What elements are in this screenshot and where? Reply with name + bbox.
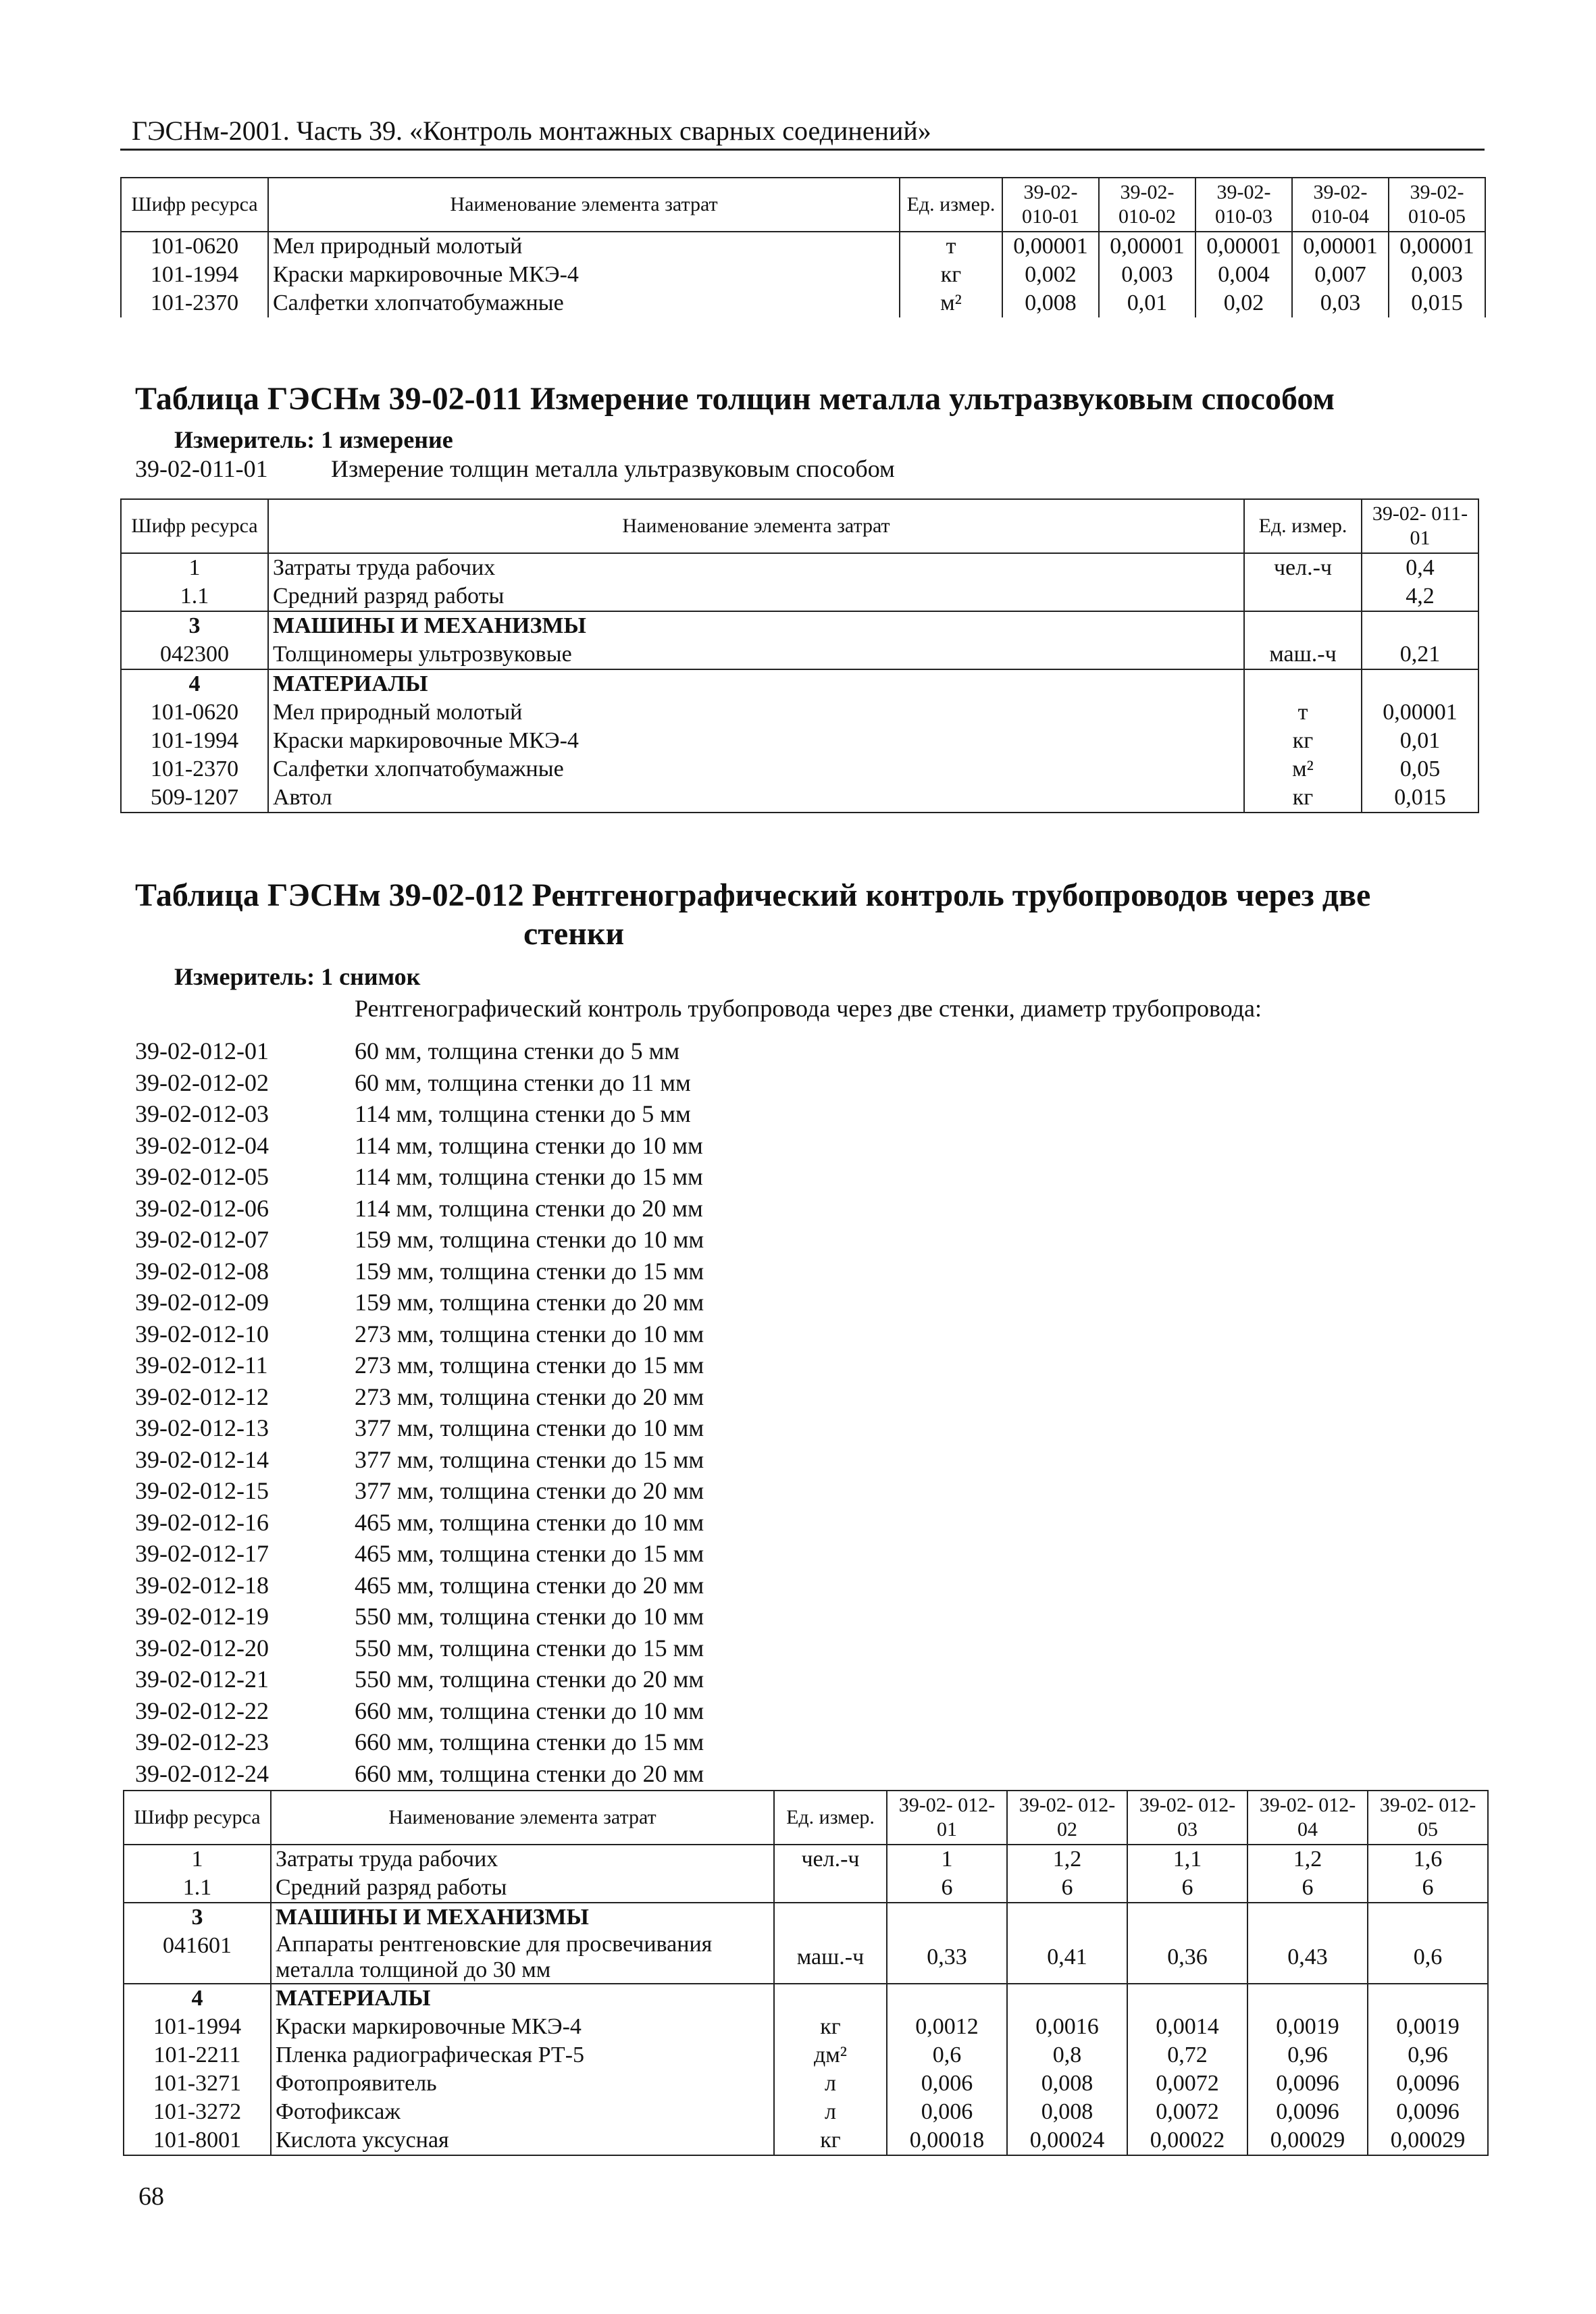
resource-code: 101-2370 bbox=[121, 289, 268, 317]
rate-value: 0,00022 bbox=[1127, 2126, 1247, 2155]
resource-unit: кг bbox=[1244, 783, 1362, 813]
resource-code: 101-0620 bbox=[121, 232, 268, 261]
rate-value: 0,0012 bbox=[887, 2013, 1007, 2041]
item-code: 39-02-012-04 bbox=[135, 1131, 269, 1159]
col-header-unit: Ед. измер. bbox=[900, 178, 1002, 232]
item-description: 159 мм, толщина стенки до 10 мм bbox=[355, 1226, 704, 1253]
item-code: 39-02-012-14 bbox=[135, 1445, 269, 1473]
item-description: 465 мм, толщина стенки до 15 мм bbox=[355, 1540, 704, 1567]
rate-value: 0,0019 bbox=[1368, 2013, 1488, 2041]
table-row bbox=[121, 261, 1485, 289]
resource-name: Кислота уксусная bbox=[271, 2126, 774, 2155]
item-description: 550 мм, толщина стенки до 15 мм bbox=[355, 1634, 704, 1662]
resource-name: Краски маркировочные МКЭ-4 bbox=[271, 2013, 774, 2041]
resource-code: 4 bbox=[121, 669, 268, 698]
resource-name: Пленка радиографическая РТ-5 bbox=[271, 2041, 774, 2069]
rate-value bbox=[887, 1984, 1007, 2013]
resource-code: 101-0620 bbox=[121, 698, 268, 727]
rate-value: 0,8 bbox=[1007, 2041, 1127, 2069]
item-description: 114 мм, толщина стенки до 10 мм bbox=[355, 1131, 703, 1159]
rate-value: 0,003 bbox=[1099, 261, 1195, 289]
rate-value: 0,00029 bbox=[1368, 2126, 1488, 2155]
resource-code: 101-2370 bbox=[121, 755, 268, 783]
resource-name: Салфетки хлопчатобумажные bbox=[268, 289, 900, 317]
resource-code: 3 bbox=[121, 611, 268, 640]
meter-label: Измеритель: 1 снимок bbox=[174, 963, 421, 990]
table-row bbox=[124, 2013, 1488, 2041]
col-header-rate: 39-02- 010-03 bbox=[1195, 178, 1292, 232]
resource-code: 3 bbox=[124, 1903, 271, 1932]
rate-value: 0,004 bbox=[1195, 261, 1292, 289]
item-description: 60 мм, толщина стенки до 11 мм bbox=[355, 1069, 691, 1096]
rate-value bbox=[1362, 669, 1478, 698]
table-row bbox=[121, 582, 1478, 611]
item-code: 39-02-012-01 bbox=[135, 1037, 269, 1064]
resource-name: МАШИНЫ И МЕХАНИЗМЫ bbox=[268, 611, 1244, 640]
rate-value: 0,21 bbox=[1362, 640, 1478, 669]
table-title-39-02-012: Таблица ГЭСНм 39-02-012 Рентгенографический контроль трубопроводов через две bbox=[135, 877, 1371, 913]
rate-value: 0,0016 bbox=[1007, 2013, 1127, 2041]
col-header-code: Шифр ресурса bbox=[121, 178, 268, 232]
rate-value: 1,6 bbox=[1368, 1845, 1488, 1874]
table-row bbox=[121, 755, 1478, 783]
table-row bbox=[124, 2069, 1488, 2098]
rate-value: 0,05 bbox=[1362, 755, 1478, 783]
rate-value bbox=[1247, 1903, 1368, 1932]
resource-unit: т bbox=[1244, 698, 1362, 727]
rate-value: 0,0014 bbox=[1127, 2013, 1247, 2041]
rate-value: 0,0096 bbox=[1368, 2069, 1488, 2098]
rate-value: 0,96 bbox=[1368, 2041, 1488, 2069]
rate-value: 0,006 bbox=[887, 2069, 1007, 2098]
running-header: ГЭСНм-2001. Часть 39. «Контроль монтажных сварных соединений» bbox=[132, 115, 931, 146]
resource-name: Средний разряд работы bbox=[268, 582, 1244, 611]
item-description: 660 мм, толщина стенки до 20 мм bbox=[355, 1759, 704, 1787]
table-39-02-011 bbox=[120, 498, 1479, 813]
item-code: 39-02-012-15 bbox=[135, 1477, 269, 1504]
resource-code: 1 bbox=[121, 553, 268, 582]
resource-unit: маш.-ч bbox=[1244, 640, 1362, 669]
item-code: 39-02-012-20 bbox=[135, 1634, 269, 1662]
rate-value: 1 bbox=[887, 1845, 1007, 1874]
table-row bbox=[121, 640, 1478, 669]
item-description: Измерение толщин металла ультразвуковым способом bbox=[331, 455, 895, 482]
resource-code: 101-1994 bbox=[121, 261, 268, 289]
col-header-code: Шифр ресурса bbox=[124, 1791, 271, 1845]
resource-unit: кг bbox=[774, 2013, 887, 2041]
resource-unit: кг bbox=[774, 2126, 887, 2155]
rate-value: 6 bbox=[1007, 1874, 1127, 1903]
rate-value: 0,00024 bbox=[1007, 2126, 1127, 2155]
rate-value: 0,02 bbox=[1195, 289, 1292, 317]
item-description: 273 мм, толщина стенки до 10 мм bbox=[355, 1320, 704, 1347]
table-row bbox=[121, 783, 1478, 813]
col-header-rate: 39-02- 012-02 bbox=[1007, 1791, 1127, 1845]
item-description: 550 мм, толщина стенки до 10 мм bbox=[355, 1603, 704, 1630]
item-code: 39-02-012-13 bbox=[135, 1414, 269, 1441]
col-header-code: Шифр ресурса bbox=[121, 499, 268, 553]
rate-value: 0,00001 bbox=[1099, 232, 1195, 261]
resource-unit bbox=[774, 1874, 887, 1903]
resource-name: Фотофиксаж bbox=[271, 2098, 774, 2126]
rate-value: 0,0096 bbox=[1247, 2069, 1368, 2098]
rate-value: 0,43 bbox=[1247, 1932, 1368, 1984]
resource-code: 1.1 bbox=[121, 582, 268, 611]
item-code: 39-02-012-07 bbox=[135, 1226, 269, 1253]
items-intro: Рентгенографический контроль трубопровода через две стенки, диаметр трубопровода: bbox=[355, 995, 1262, 1022]
resource-name: Затраты труда рабочих bbox=[268, 553, 1244, 582]
item-code: 39-02-012-02 bbox=[135, 1069, 269, 1096]
item-code: 39-02-012-10 bbox=[135, 1320, 269, 1347]
resource-unit: м² bbox=[1244, 755, 1362, 783]
item-code: 39-02-012-03 bbox=[135, 1100, 269, 1127]
col-header-rate: 39-02- 012-01 bbox=[887, 1791, 1007, 1845]
resource-code: 1 bbox=[124, 1845, 271, 1874]
resource-code: 101-1994 bbox=[121, 727, 268, 755]
resource-name: Краски маркировочные МКЭ-4 bbox=[268, 261, 900, 289]
resource-unit: чел.-ч bbox=[774, 1845, 887, 1874]
item-description: 550 мм, толщина стенки до 20 мм bbox=[355, 1666, 704, 1693]
resource-unit bbox=[1244, 582, 1362, 611]
resource-name: Краски маркировочные МКЭ-4 bbox=[268, 727, 1244, 755]
rate-value bbox=[1247, 1984, 1368, 2013]
resource-unit: л bbox=[774, 2069, 887, 2098]
resource-unit: маш.-ч bbox=[774, 1932, 887, 1984]
table-row bbox=[121, 232, 1485, 261]
rate-value: 0,96 bbox=[1247, 2041, 1368, 2069]
item-code: 39-02-012-18 bbox=[135, 1571, 269, 1599]
col-header-rate: 39-02- 012-04 bbox=[1247, 1791, 1368, 1845]
rate-value: 6 bbox=[1127, 1874, 1247, 1903]
table-row bbox=[121, 727, 1478, 755]
item-description: 377 мм, толщина стенки до 20 мм bbox=[355, 1477, 704, 1504]
table-row bbox=[124, 2126, 1488, 2155]
resource-name: МАТЕРИАЛЫ bbox=[271, 1984, 774, 2013]
rate-value: 0,015 bbox=[1389, 289, 1485, 317]
col-header-unit: Ед. измер. bbox=[1244, 499, 1362, 553]
item-description: 114 мм, толщина стенки до 5 мм bbox=[355, 1100, 691, 1127]
item-description: 114 мм, толщина стенки до 15 мм bbox=[355, 1163, 703, 1190]
resource-code: 509-1207 bbox=[121, 783, 268, 813]
resource-unit bbox=[774, 1984, 887, 2013]
table-row bbox=[124, 2098, 1488, 2126]
resource-code: 101-1994 bbox=[124, 2013, 271, 2041]
item-code: 39-02-012-23 bbox=[135, 1728, 269, 1755]
rate-value bbox=[1127, 1903, 1247, 1932]
item-description: 114 мм, толщина стенки до 20 мм bbox=[355, 1194, 703, 1222]
item-description: 465 мм, толщина стенки до 10 мм bbox=[355, 1508, 704, 1536]
item-code: 39-02-012-12 bbox=[135, 1383, 269, 1410]
item-code: 39-02-012-21 bbox=[135, 1666, 269, 1693]
rate-value: 0,00029 bbox=[1247, 2126, 1368, 2155]
resource-unit: чел.-ч bbox=[1244, 553, 1362, 582]
table-row bbox=[121, 698, 1478, 727]
rate-value: 0,00018 bbox=[887, 2126, 1007, 2155]
table-39-02-012 bbox=[123, 1790, 1489, 2156]
table-39-02-010 bbox=[120, 177, 1486, 317]
item-code: 39-02-012-22 bbox=[135, 1697, 269, 1724]
rate-value: 0,6 bbox=[887, 2041, 1007, 2069]
col-header-rate: 39-02- 010-04 bbox=[1292, 178, 1389, 232]
rate-value: 0,003 bbox=[1389, 261, 1485, 289]
item-code: 39-02-012-19 bbox=[135, 1603, 269, 1630]
resource-name: Мел природный молотый bbox=[268, 698, 1244, 727]
resource-unit: м² bbox=[900, 289, 1002, 317]
rate-value: 0,03 bbox=[1292, 289, 1389, 317]
item-description: 377 мм, толщина стенки до 10 мм bbox=[355, 1414, 704, 1441]
rate-value: 0,6 bbox=[1368, 1932, 1488, 1984]
rate-value: 0,00001 bbox=[1002, 232, 1099, 261]
resource-unit: л bbox=[774, 2098, 887, 2126]
item-code: 39-02-012-16 bbox=[135, 1508, 269, 1536]
table-row bbox=[124, 1845, 1488, 1874]
resource-name: Автол bbox=[268, 783, 1244, 813]
rate-value: 0,006 bbox=[887, 2098, 1007, 2126]
resource-unit: кг bbox=[1244, 727, 1362, 755]
item-code: 39-02-012-05 bbox=[135, 1163, 269, 1190]
rate-value: 6 bbox=[1368, 1874, 1488, 1903]
resource-code: 101-3271 bbox=[124, 2069, 271, 2098]
resource-name: Фотопроявитель bbox=[271, 2069, 774, 2098]
rate-value: 0,002 bbox=[1002, 261, 1099, 289]
col-header-name: Наименование элемента затрат bbox=[271, 1791, 774, 1845]
item-code: 39-02-012-09 bbox=[135, 1289, 269, 1316]
rate-value: 1,1 bbox=[1127, 1845, 1247, 1874]
rate-value: 0,008 bbox=[1007, 2069, 1127, 2098]
rate-value bbox=[1368, 1903, 1488, 1932]
rate-value: 0,0072 bbox=[1127, 2069, 1247, 2098]
rate-value: 6 bbox=[887, 1874, 1007, 1903]
table-row bbox=[121, 289, 1485, 317]
rate-value: 0,008 bbox=[1002, 289, 1099, 317]
rate-value: 0,008 bbox=[1007, 2098, 1127, 2126]
rate-value bbox=[1127, 1984, 1247, 2013]
item-code: 39-02-012-11 bbox=[135, 1352, 268, 1379]
rate-value: 0,33 bbox=[887, 1932, 1007, 1984]
table-row bbox=[124, 1932, 1488, 1984]
rate-value: 0,0072 bbox=[1127, 2098, 1247, 2126]
resource-unit: дм² bbox=[774, 2041, 887, 2069]
resource-code: 1.1 bbox=[124, 1874, 271, 1903]
table-row bbox=[124, 1874, 1488, 1903]
item-code: 39-02-012-06 bbox=[135, 1194, 269, 1222]
col-header-rate: 39-02- 010-01 bbox=[1002, 178, 1099, 232]
item-description: 60 мм, толщина стенки до 5 мм bbox=[355, 1037, 680, 1064]
meter-label: Измеритель: 1 измерение bbox=[174, 426, 453, 453]
rate-value: 0,72 bbox=[1127, 2041, 1247, 2069]
rate-value: 0,0019 bbox=[1247, 2013, 1368, 2041]
rate-value: 6 bbox=[1247, 1874, 1368, 1903]
col-header-rate: 39-02- 010-05 bbox=[1389, 178, 1485, 232]
rate-value: 0,0096 bbox=[1247, 2098, 1368, 2126]
table-row bbox=[124, 2041, 1488, 2069]
resource-code: 101-8001 bbox=[124, 2126, 271, 2155]
resource-name: МАШИНЫ И МЕХАНИЗМЫ bbox=[271, 1903, 774, 1932]
rate-value: 0,00001 bbox=[1362, 698, 1478, 727]
item-code: 39-02-012-24 bbox=[135, 1759, 269, 1787]
item-code: 39-02-012-17 bbox=[135, 1540, 269, 1567]
rate-value: 1,2 bbox=[1007, 1845, 1127, 1874]
rate-value bbox=[1362, 611, 1478, 640]
resource-name: Толщиномеры ультрозвуковые bbox=[268, 640, 1244, 669]
page-number: 68 bbox=[138, 2182, 164, 2211]
resource-name: Салфетки хлопчатобумажные bbox=[268, 755, 1244, 783]
table-row bbox=[121, 669, 1478, 698]
resource-name: Средний разряд работы bbox=[271, 1874, 774, 1903]
resource-unit: кг bbox=[900, 261, 1002, 289]
rate-value: 0,36 bbox=[1127, 1932, 1247, 1984]
rate-value bbox=[1007, 1984, 1127, 2013]
table-row bbox=[121, 553, 1478, 582]
table-row bbox=[124, 1984, 1488, 2013]
rate-value: 0,015 bbox=[1362, 783, 1478, 813]
header-rule bbox=[120, 149, 1485, 151]
resource-code: 4 bbox=[124, 1984, 271, 2013]
item-description: 377 мм, толщина стенки до 15 мм bbox=[355, 1445, 704, 1473]
rate-value: 0,00001 bbox=[1389, 232, 1485, 261]
item-description: 273 мм, толщина стенки до 15 мм bbox=[355, 1352, 704, 1379]
rate-value: 0,007 bbox=[1292, 261, 1389, 289]
item-description: 660 мм, толщина стенки до 15 мм bbox=[355, 1728, 704, 1755]
rate-value: 0,4 bbox=[1362, 553, 1478, 582]
col-header-unit: Ед. измер. bbox=[774, 1791, 887, 1845]
col-header-name: Наименование элемента затрат bbox=[268, 178, 900, 232]
rate-value: 0,0096 bbox=[1368, 2098, 1488, 2126]
col-header-rate: 39-02- 012-03 bbox=[1127, 1791, 1247, 1845]
item-description: 660 мм, толщина стенки до 10 мм bbox=[355, 1697, 704, 1724]
col-header-rate: 39-02- 010-02 bbox=[1099, 178, 1195, 232]
resource-code: 101-2211 bbox=[124, 2041, 271, 2069]
item-description: 159 мм, толщина стенки до 20 мм bbox=[355, 1289, 704, 1316]
resource-code: 101-3272 bbox=[124, 2098, 271, 2126]
resource-unit bbox=[1244, 669, 1362, 698]
resource-unit bbox=[774, 1903, 887, 1932]
resource-name: МАТЕРИАЛЫ bbox=[268, 669, 1244, 698]
rate-value bbox=[1007, 1903, 1127, 1932]
item-description: 159 мм, толщина стенки до 15 мм bbox=[355, 1257, 704, 1285]
col-header-rate: 39-02- 012-05 bbox=[1368, 1791, 1488, 1845]
table-row bbox=[124, 1903, 1488, 1932]
resource-code: 042300 bbox=[121, 640, 268, 669]
item-description: 273 мм, толщина стенки до 20 мм bbox=[355, 1383, 704, 1410]
item-description: 465 мм, толщина стенки до 20 мм bbox=[355, 1571, 704, 1599]
resource-code: 041601 bbox=[124, 1932, 271, 1984]
item-code: 39-02-011-01 bbox=[135, 455, 268, 482]
rate-value: 0,00001 bbox=[1195, 232, 1292, 261]
resource-unit bbox=[1244, 611, 1362, 640]
col-header-rate: 39-02- 011-01 bbox=[1362, 499, 1478, 553]
rate-value bbox=[1368, 1984, 1488, 2013]
col-header-name: Наименование элемента затрат bbox=[268, 499, 1244, 553]
rate-value: 0,01 bbox=[1362, 727, 1478, 755]
rate-value: 0,41 bbox=[1007, 1932, 1127, 1984]
resource-name: Затраты труда рабочих bbox=[271, 1845, 774, 1874]
resource-name: Аппараты рентгеновские для просвечивания металла толщиной до 30 мм bbox=[271, 1932, 774, 1984]
rate-value bbox=[887, 1903, 1007, 1932]
rate-value: 4,2 bbox=[1362, 582, 1478, 611]
resource-unit: т bbox=[900, 232, 1002, 261]
rate-value: 0,00001 bbox=[1292, 232, 1389, 261]
table-title-39-02-012-cont: стенки bbox=[523, 916, 625, 952]
rate-value: 0,01 bbox=[1099, 289, 1195, 317]
rate-value: 1,2 bbox=[1247, 1845, 1368, 1874]
resource-name: Мел природный молотый bbox=[268, 232, 900, 261]
table-title-39-02-011: Таблица ГЭСНм 39-02-011 Измерение толщин металла ультразвуковым способом bbox=[135, 381, 1335, 417]
item-code: 39-02-012-08 bbox=[135, 1257, 269, 1285]
table-row bbox=[121, 611, 1478, 640]
